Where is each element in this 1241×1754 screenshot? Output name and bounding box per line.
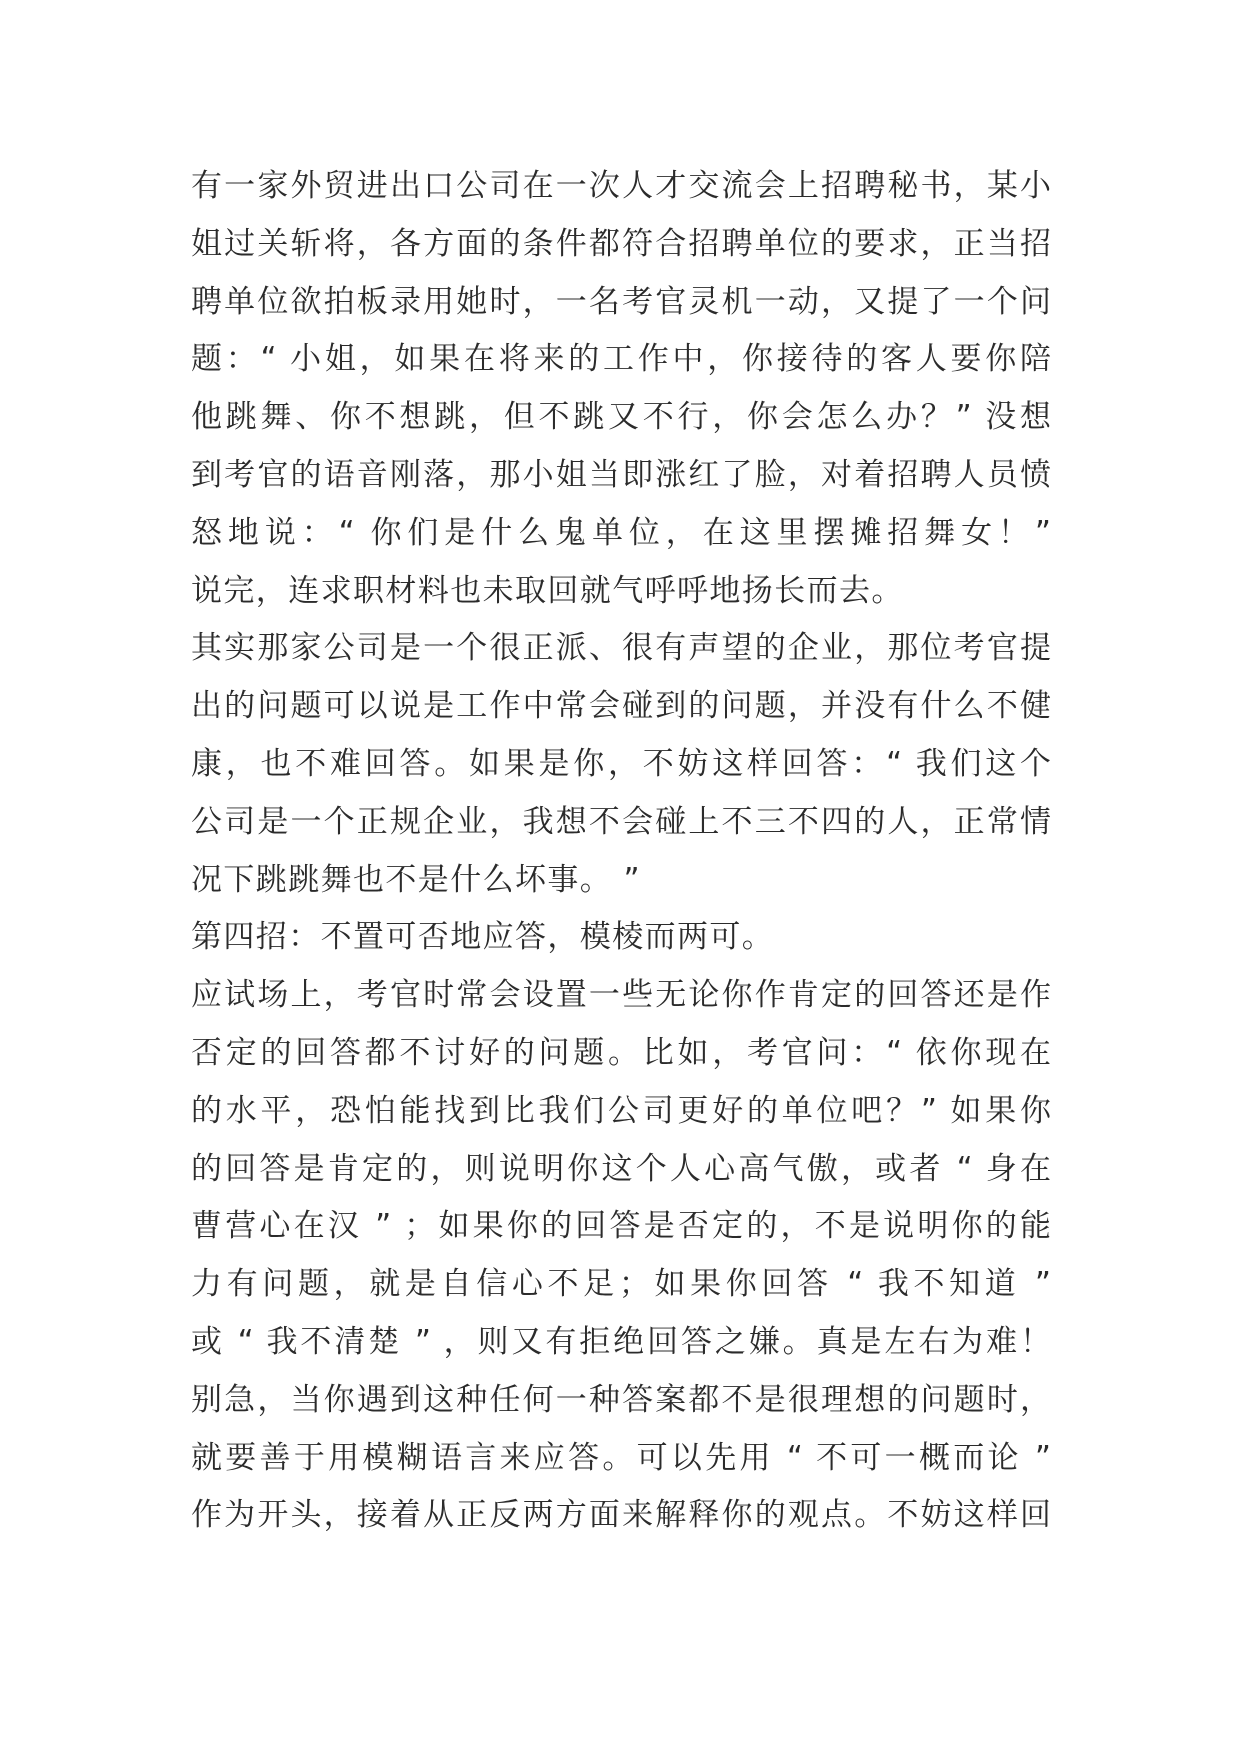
text-line: 有一家外贸进出口公司在一次人才交流会上招聘秘书，某小 xyxy=(191,168,1051,204)
text-line: 或 “ 我不清楚 ” ，则又有拒绝回答之嫌。真是左右为难！ xyxy=(191,1323,1051,1360)
text-line: 力有问题，就是自信心不足；如果你回答 “ 我不知道 ” xyxy=(191,1266,1051,1303)
text-line: 他跳舞、你不想跳，但不跳又不行，你会怎么办？” 没想 xyxy=(191,399,1051,436)
text-line: 的回答是肯定的，则说明你这个人心高气傲，或者 “ 身在 xyxy=(191,1150,1051,1187)
text-line: 姐过关斩将，各方面的条件都符合招聘单位的要求，正当招 xyxy=(191,225,1051,262)
text-line: 公司是一个正规企业，我想不会碰上不三不四的人，正常情 xyxy=(191,803,1051,840)
text-line: 康，也不难回答。如果是你，不妨这样回答：“ 我们这个 xyxy=(191,745,1051,782)
text-line: 出的问题可以说是工作中常会碰到的问题，并没有什么不健 xyxy=(191,688,1051,725)
text-line: 应试场上，考官时常会设置一些无论你作肯定的回答还是作 xyxy=(191,977,1051,1014)
text-line: 聘单位欲拍板录用她时，一名考官灵机一动，又提了一个问 xyxy=(191,283,1051,320)
text-line: 曹营心在汉 ” ；如果你的回答是否定的，不是说明你的能 xyxy=(191,1208,1051,1245)
text-line: 怒地说：“ 你们是什么鬼单位，在这里摆摊招舞女！” xyxy=(191,514,1051,551)
text-line: 否定的回答都不讨好的问题。比如，考官问：“ 依你现在 xyxy=(191,1034,1051,1071)
text-line: 况下跳跳舞也不是什么坏事。 ” xyxy=(191,861,641,898)
text-line: 的水平，恐怕能找到比我们公司更好的单位吧？” 如果你 xyxy=(191,1092,1051,1129)
section-heading: 第四招：不置可否地应答，模棱而两可。 xyxy=(191,919,775,956)
text-line: 说完，连求职材料也未取回就气呼呼地扬长而去。 xyxy=(191,572,904,609)
body-text xyxy=(191,158,1051,1545)
text-line: 作为开头，接着从正反两方面来解释你的观点。不妨这样回 xyxy=(191,1497,1051,1534)
text-line: 其实那家公司是一个很正派、很有声望的企业，那位考官提 xyxy=(191,630,1051,667)
text-line: 别急，当你遇到这种任何一种答案都不是很理想的问题时， xyxy=(191,1381,1051,1418)
text-line: 到考官的语音刚落，那小姐当即涨红了脸，对着招聘人员愤 xyxy=(191,456,1051,493)
text-line: 就要善于用模糊语言来应答。可以先用 “ 不可一概而论 ” xyxy=(191,1439,1051,1476)
text-line: 题：“ 小姐，如果在将来的工作中，你接待的客人要你陪 xyxy=(191,341,1051,378)
